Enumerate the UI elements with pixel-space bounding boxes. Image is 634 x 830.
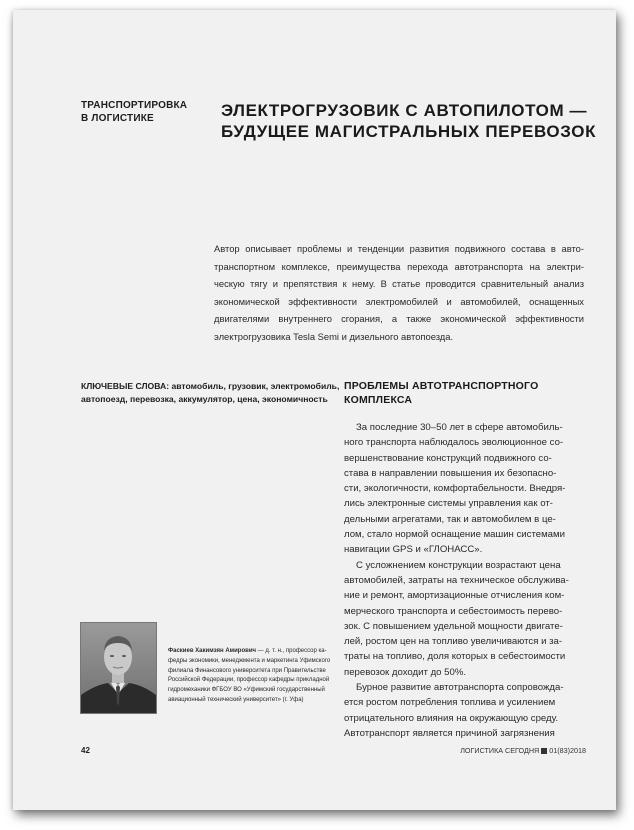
author-bio [168, 647, 333, 706]
abstract-line: экономической эффективности электромобилей и автомобилей, оснащенных [214, 295, 584, 307]
abstract-line: двигателями внутреннего сгорания, а также экономической эффективности [214, 313, 584, 325]
body-line: сти, экологичности, комфортабельности. Внедря- [344, 483, 566, 495]
bio-line: Российской Федерации, профессор кафедры прикладной [168, 677, 330, 684]
section-heading-line: КОМПЛЕКСА [344, 393, 413, 406]
article-title-line: ЭЛЕКТРОГРУЗОВИК С АВТОПИЛОТОМ — [221, 101, 588, 120]
article-title [221, 100, 597, 142]
body-line: автомобилей, затраты на техническое обслужива- [344, 574, 569, 586]
body-line: вершенствование конструкций подвижного со- [344, 452, 552, 464]
keywords-line: автопоезд, перевозка, аккумулятор, цена, экономичность [81, 394, 328, 404]
body-line: ного транспорта наблюдалось эволюционное со- [344, 437, 564, 449]
body-text [344, 420, 582, 741]
journal-footer [460, 746, 586, 755]
keywords-line: КЛЮЧЕВЫЕ СЛОВА: автомобиль, грузовик, электромобиль, [81, 381, 340, 391]
abstract-line: транспортном комплексе, преимущества перехода автотранспорта на электри- [214, 260, 584, 272]
body-line: навигации GPS и «ГЛОНАСС». [344, 544, 483, 556]
author-name: Фаскиев Хакимзян Амирович [168, 648, 256, 654]
body-line: траты на топливо, доля которых в себестоимости [344, 651, 566, 663]
abstract-line: электрогрузовика Tesla Semi и дизельного автопоезда. [214, 330, 454, 342]
body-line: мерческого транспорта и себестоимость перево- [344, 605, 563, 617]
bio-line: авиационный технический университет» (г. Уфа) [168, 696, 304, 703]
page-number: 42 [81, 746, 90, 755]
abstract-line: Автор описывает проблемы и тенденции развития подвижного состава в авто- [214, 243, 584, 254]
body-line: перевозок доходит до 50%. [344, 666, 467, 678]
bio-line: федры экономики, менеджмента и маркетинга Уфимского [168, 657, 331, 664]
bio-line [168, 647, 333, 657]
body-line: зок. С повышением удельной мощности двигате- [344, 620, 563, 632]
section-heading [344, 380, 584, 407]
body-line: става в направлении повышения их безопасно- [344, 467, 557, 479]
body-line: ние и ремонт, амортизационные отчисления ком- [344, 590, 565, 602]
body-line: С усложнением конструкции возрастают цена [356, 559, 561, 571]
body-line: лей, ростом цен на топливо увеличиваются и за- [344, 636, 563, 648]
bio-line: гидромеханики ФГБОУ ВО «Уфимский государственный [168, 687, 325, 694]
article-abstract [214, 240, 584, 346]
author-photo [80, 622, 157, 714]
body-line: Бурное развитие автотранспорта сопровожда- [356, 682, 564, 694]
section-label [81, 99, 201, 125]
body-line: За последние 30–50 лет в сфере автомобиль- [356, 422, 563, 433]
abstract-line: ческую тягу и препятствия к нему. В статье проводится сравнительный анализ [214, 278, 584, 290]
section-heading-line: ПРОБЛЕМЫ АВТОТРАНСПОРТНОГО [344, 380, 539, 392]
keywords [81, 380, 340, 406]
body-line: ется ростом потребления топлива и усилением [344, 697, 556, 709]
body-line: отрицательного влияния на окружающую среду. [344, 712, 559, 724]
section-label-line: В ЛОГИСТИКЕ [81, 113, 154, 124]
body-line: лись электронные системы управления как от- [344, 498, 553, 510]
body-line: лом, стало нормой оснащение машин системами [344, 529, 565, 541]
journal-issue: 01(83)2018 [549, 746, 586, 755]
journal-page [13, 10, 616, 810]
journal-name: ЛОГИСТИКА СЕГОДНЯ [460, 746, 540, 755]
bio-line: филиала Финансового университета при Правительстве [168, 667, 326, 674]
square-separator-icon [541, 748, 547, 754]
article-title-line: БУДУЩЕЕ МАГИСТРАЛЬНЫХ ПЕРЕВОЗОК [221, 122, 597, 141]
bio-text: — д. т. н., профессор ка- [256, 648, 327, 654]
body-line: Автотранспорт является причиной загрязнения [344, 727, 555, 739]
body-line: дельными агрегатами, так и автомобилем в це- [344, 513, 556, 525]
author-portrait-image [81, 623, 156, 713]
section-label-line: ТРАНСПОРТИРОВКА [81, 100, 188, 111]
